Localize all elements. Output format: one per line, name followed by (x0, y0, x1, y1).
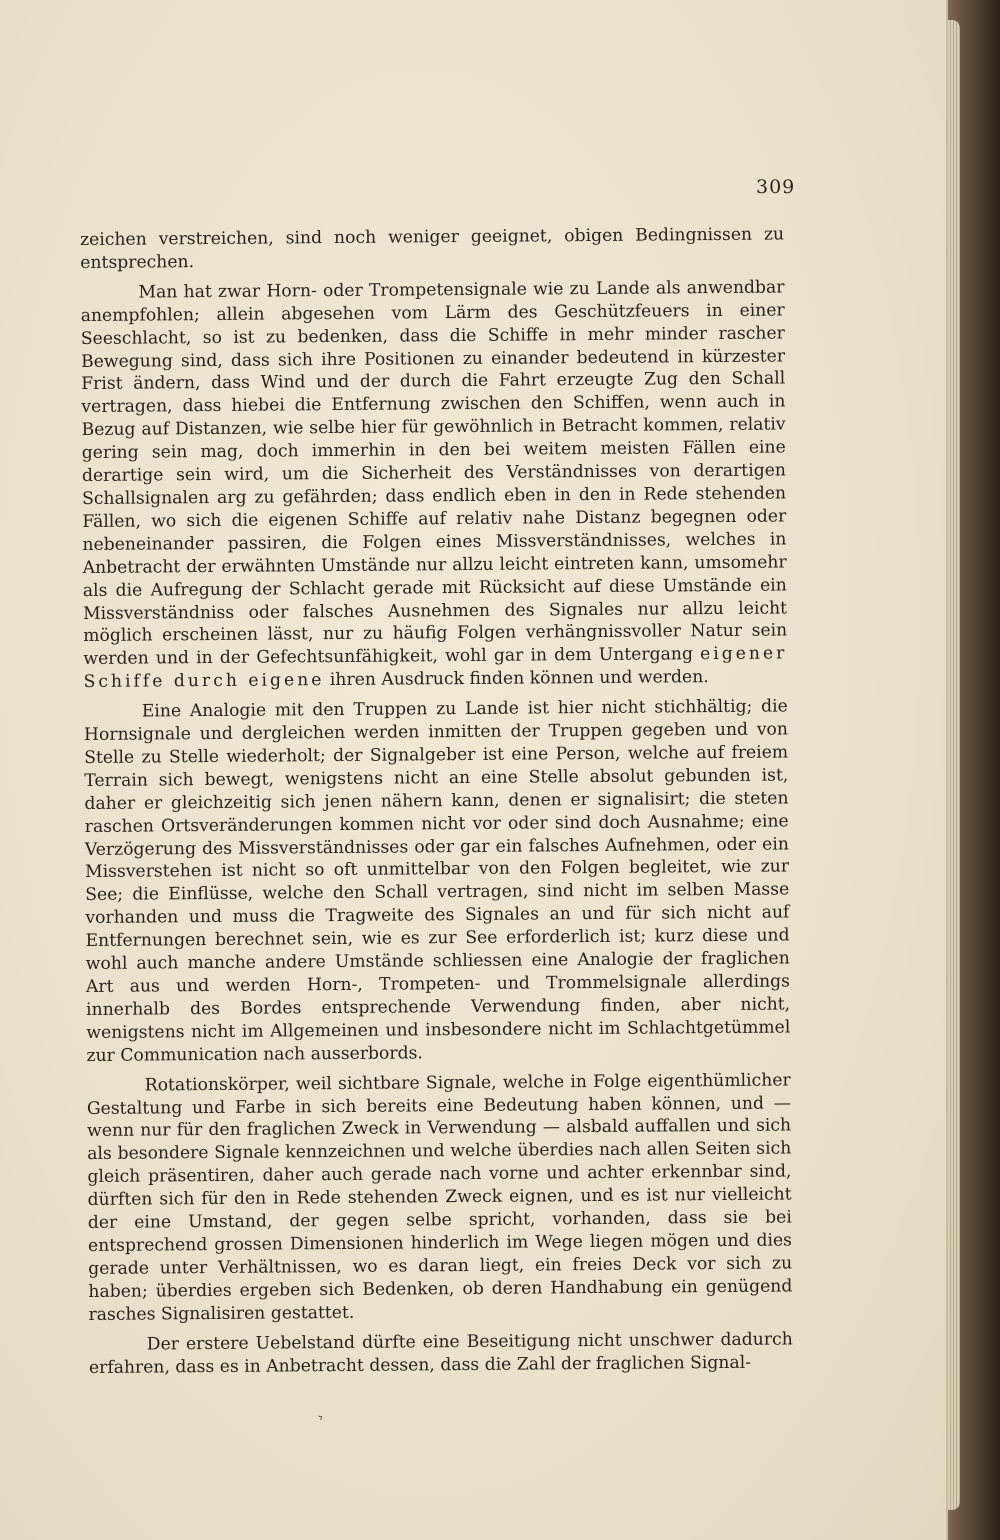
paragraph-4 (87, 1069, 793, 1326)
paragraph-2-tail: ihren Ausdruck finden können und werden. (329, 667, 709, 691)
paragraph-2-emphasis: eigener Schiffe durch eigene (83, 643, 788, 693)
paragraph-1 (80, 223, 784, 274)
paragraph-2 (80, 276, 787, 694)
paragraph-4-text: Rotationskörper, weil sichtbare Signale, welche in Folge eigenthümlicher Gestaltung und Farbe in sich bereits eine Bedeutung haben können, und — wenn nur für den fraglichen Zweck in Verwendung — alsbald auffallen und sich als besondere Signale kennzeichnen und welche überdies nach allen Seiten sich gleich präsentiren, daher auch gerade nach vorne und achter erkennbar sind, dürften sich für den in Rede stehenden Zweck eignen, und es ist nur vielleicht der eine Umstand, der gegen selbe spricht, vorhanden, dass sie bei entsprechend grossen Dimensionen hinderlich im Wege liegen mögen und dies gerade unter Verhältnissen, wo es daran liegt, ein freies Deck vor sich zu haben; überdies ergeben sich Bedenken, ob deren Handhabung ein genügend rasches Signalisiren gestattet. (86, 1070, 793, 1325)
stray-ink-mark: › (314, 1409, 326, 1425)
paragraph-3 (84, 696, 791, 1068)
paragraph-5 (89, 1328, 793, 1379)
page-number: 309 (756, 176, 796, 198)
paragraph-1-text: zeichen verstreichen, sind noch weniger geeignet, obigen Bedingnissen zu entsprechen. (80, 224, 785, 273)
paragraph-2-text: Man hat zwar Horn- oder Trompetensignale wie zu Lande als anwendbar anempfohlen; allein abgesehen vom Lärm des Geschützfeuers in einer Seeschlacht, so ist zu bedenken, dass die Schiffe in mehr minder rascher Bewegung sind, dass sich ihre Positionen zu einander bedeutend in kürzester Frist ändern, dass Wind und der durch die Fahrt erzeugte Zug den Schall vertragen, dass hiebei die Entfernung zwischen den Schiffen, wenn auch in Bezug auf Distanzen, wie selbe hier für gewöhnlich in Betracht kommen, relativ gering sein mag, doch immerhin in den bei weitem meisten Fällen eine derartige sein wird, um die Sicherheit des Verständnisses von derartigen Schallsignalen arg zu gefährden; dass endlich eben in den in Rede stehenden Fällen, wo sich die eigenen Schiffe auf relativ nahe Distanz begegnen oder nebeneinander passiren, die Folgen eines Missverständnisses, welches in Anbetracht der erwähnten Umstände nur allzu leicht eintreten kann, umsomehr als die Aufregung der Schlacht gerade mit Rücksicht auf diese Umstände ein Missverständniss oder falsches Ausnehmen des Signales nur allzu leicht möglich erscheinen lässt, nur zu häufig Folgen verhängnissvoller Natur sein werden und in der Gefechtsunfähigkeit, wohl gar in dem Untergang (80, 277, 788, 670)
paragraph-3-text: Eine Analogie mit den Truppen zu Lande ist hier nicht stichhältig; die Hornsignale und dergleichen werden inmitten der Truppen gegeben und von Stelle zu Stelle wiederholt; der Signalgeber ist eine Person, welche auf freiem Terrain sich bewegt, wenigstens nicht an eine Stelle absolut gebunden ist, daher er gleichzeitig sich jenen nähern kann, denen er signalisirt; die steten raschen Ortsveränderungen kommen nicht vor oder sind doch Ausnahme; eine Verzögerung des Missverständnisses oder gar ein falsches Aufnehmen, oder ein Missverstehen ist nicht so oft unmittelbar von den Folgen begleitet, wie zur See; die Einflüsse, welche den Schall vertragen, sind nicht im selben Masse vorhanden und muss die Tragweite des Signales an und für sich nicht auf Entfernungen berechnet sein, wie es zur See erforderlich ist; kurz diese und wohl auch manche andere Umstände schliessen eine Analogie der fraglichen Art aus und werden Horn-, Trompeten- und Trommelsignale allerdings innerhalb des Bordes entsprechende Verwendung finden, aber nicht, wenigstens nicht im Allgemeinen und insbesondere nicht im Schlachtgetümmel zur Communication nach ausserbords. (83, 696, 791, 1066)
body-text (80, 223, 793, 1386)
paragraph-5-text: Der erstere Uebelstand dürfte eine Beseitigung nicht unschwer dadurch erfahren, dass es in Anbetracht dessen, dass die Zahl der fraglichen Signal- (88, 1329, 793, 1378)
